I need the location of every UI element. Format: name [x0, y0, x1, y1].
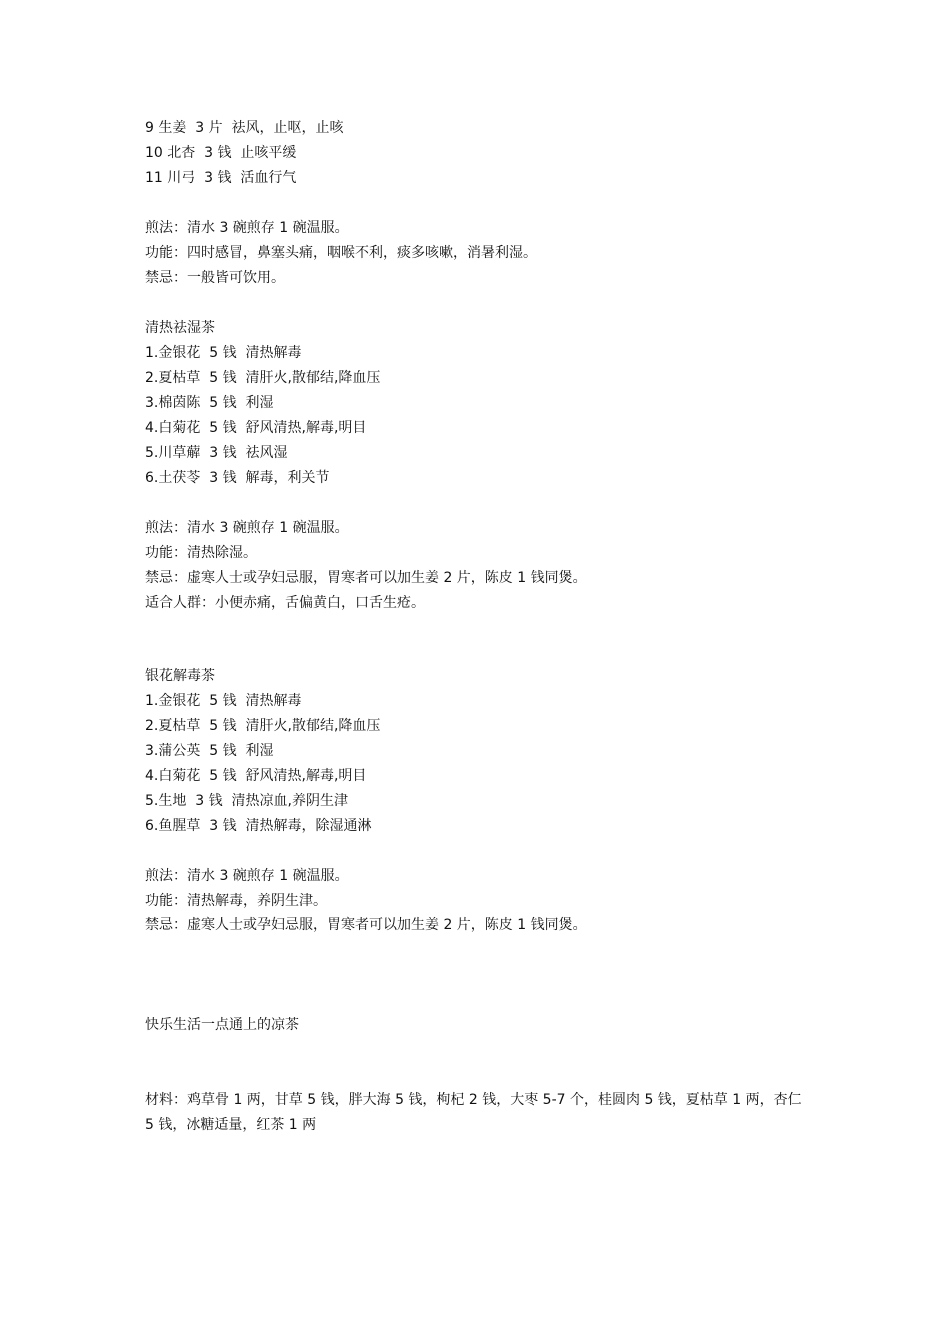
ingredient-line: 5.川草薢 3 钱 祛风湿 — [145, 445, 288, 461]
ingredient-line: 1.金银花 5 钱 清热解毒 — [145, 693, 302, 709]
ingredient-line: 2.夏枯草 5 钱 清肝火,散郁结,降血压 — [145, 370, 381, 386]
method-line: 煎法：清水 3 碗煎存 1 碗温服。 — [145, 868, 349, 884]
ingredient-line: 6.土茯苓 3 钱 解毒，利关节 — [145, 470, 330, 486]
suitable-line: 适合人群：小便赤痛，舌偏黄白，口舌生疮。 — [145, 595, 425, 611]
method-line: 煎法：清水 3 碗煎存 1 碗温服。 — [145, 220, 349, 236]
ingredient-line: 5.生地 3 钱 清热凉血,养阴生津 — [145, 793, 348, 809]
taboo-line: 禁忌：一般皆可饮用。 — [145, 270, 285, 286]
ingredient-line: 9 生姜 3 片 祛风，止呕，止咳 — [145, 120, 344, 136]
taboo-line: 禁忌：虚寒人士或孕妇忌服，胃寒者可以加生姜 2 片，陈皮 1 钱同煲。 — [145, 917, 587, 933]
taboo-line: 禁忌：虚寒人士或孕妇忌服，胃寒者可以加生姜 2 片，陈皮 1 钱同煲。 — [145, 570, 587, 586]
ingredient-line: 1.金银花 5 钱 清热解毒 — [145, 345, 302, 361]
recipe-title: 清热祛湿茶 — [145, 320, 215, 336]
ingredient-line: 10 北杏 3 钱 止咳平缓 — [145, 145, 297, 161]
ingredient-line: 6.鱼腥草 3 钱 清热解毒，除湿通淋 — [145, 818, 372, 834]
function-line: 功能：四时感冒，鼻塞头痛，咽喉不利，痰多咳嗽，消暑利湿。 — [145, 245, 537, 261]
function-line: 功能：清热解毒，养阴生津。 — [145, 893, 327, 909]
method-line: 煎法：清水 3 碗煎存 1 碗温服。 — [145, 520, 349, 536]
function-line: 功能：清热除湿。 — [145, 545, 257, 561]
ingredient-line: 11 川弓 3 钱 活血行气 — [145, 170, 297, 186]
ingredient-line: 4.白菊花 5 钱 舒风清热,解毒,明目 — [145, 768, 367, 784]
recipe-title: 快乐生活一点通上的凉茶 — [145, 1017, 299, 1033]
materials-paragraph: 材料：鸡草骨 1 两，甘草 5 钱，胖大海 5 钱，枸杞 2 钱，大枣 5-7 个，桂圆肉 5 钱，夏枯草 1 两，杏仁 5 钱，冰糖适量，红茶 1 两 — [145, 1092, 802, 1133]
ingredient-line: 3.棉茵陈 5 钱 利湿 — [145, 395, 274, 411]
ingredient-line: 2.夏枯草 5 钱 清肝火,散郁结,降血压 — [145, 718, 381, 734]
ingredient-line: 4.白菊花 5 钱 舒风清热,解毒,明目 — [145, 420, 367, 436]
ingredient-line: 3.蒲公英 5 钱 利湿 — [145, 743, 274, 759]
recipe-title: 银花解毒茶 — [145, 668, 215, 684]
